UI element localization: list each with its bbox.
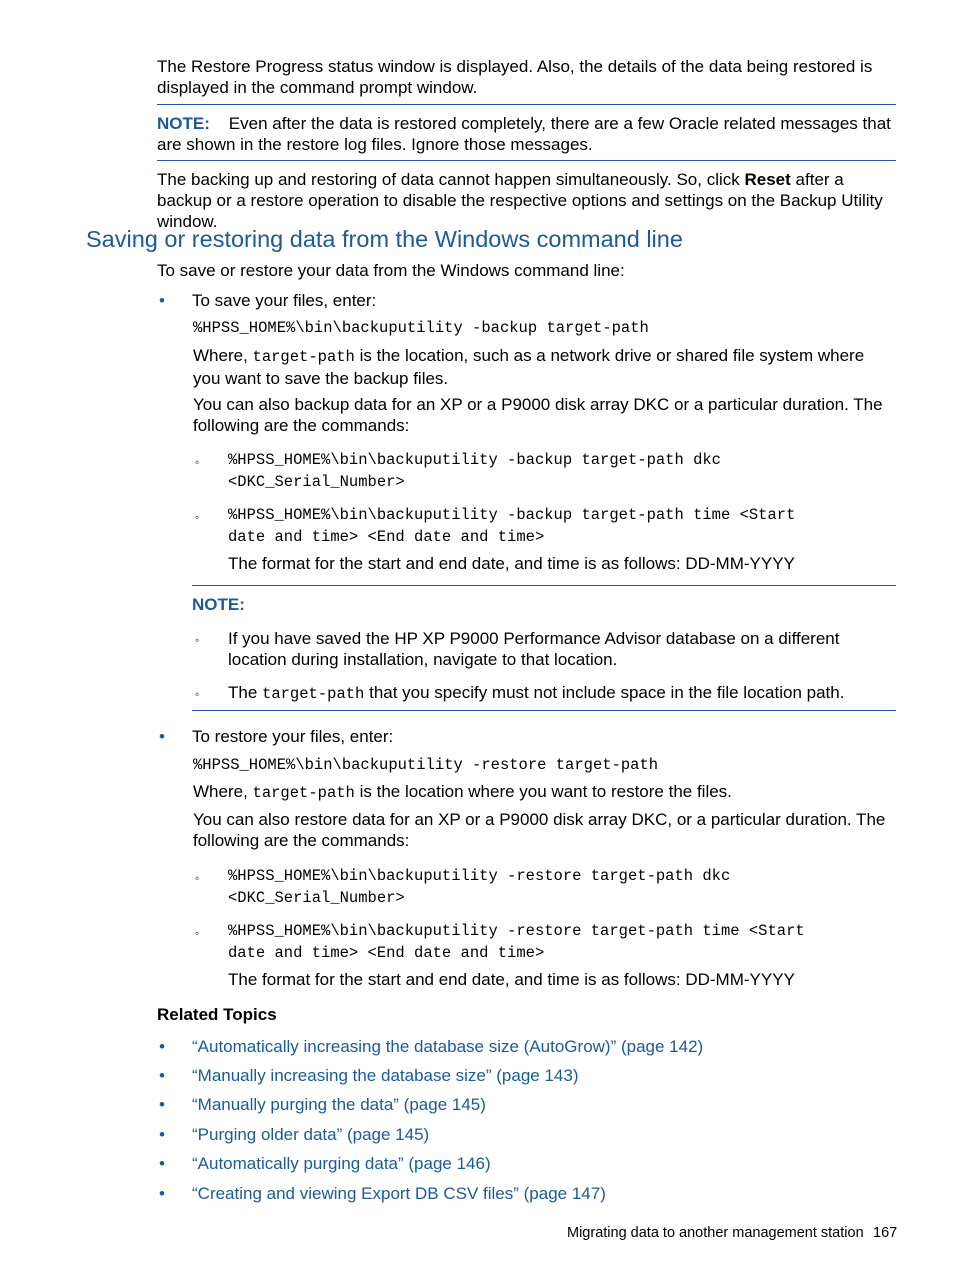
save-cmd2-line2: date and time> <End date and time> [228, 528, 545, 546]
restore-cmd2-line2: date and time> <End date and time> [228, 944, 545, 962]
save-cmd1-line1: %HPSS_HOME%\bin\backuputility -backup target-path dkc [228, 451, 721, 469]
restore-also-paragraph: You can also restore data for an XP or a P9000 disk array DKC, or a particular duration. The following are the commands: [193, 810, 886, 850]
related-link-purge-older[interactable]: “Purging older data” (page 145) [192, 1125, 430, 1144]
circle-bullet-icon: ◦ [195, 871, 200, 885]
restore-cmd1-line2: <DKC_Serial_Number> [228, 889, 405, 907]
restore-bullet-text: To restore your files, enter: [192, 727, 394, 746]
related-topics-title: Related Topics [157, 1005, 277, 1024]
save-cmd1-line2: <DKC_Serial_Number> [228, 473, 405, 491]
target-path-code: target-path [262, 685, 365, 703]
save-bullet-text: To save your files, enter: [192, 291, 377, 310]
bullet-icon: • [159, 1066, 165, 1085]
footer-page-number: 167 [873, 1225, 898, 1241]
save-command: %HPSS_HOME%\bin\backuputility -backup target-path [193, 319, 649, 337]
note-top-rule [157, 104, 896, 105]
note2-item1: If you have saved the HP XP P9000 Performance Advisor database on a different location during installation, navigate to that location. [228, 629, 840, 669]
related-link-export-csv[interactable]: “Creating and viewing Export DB CSV files” (page 147) [192, 1184, 606, 1203]
save-format-text: The format for the start and end date, and time is as follows: DD-MM-YYYY [228, 554, 795, 573]
note2-item2-b: that you specify must not include space in the file location path. [369, 683, 845, 702]
circle-bullet-icon: ◦ [195, 510, 200, 524]
note2-bottom-rule [192, 710, 896, 711]
simultaneous-paragraph [157, 169, 897, 232]
related-link-manual-purge[interactable]: “Manually purging the data” (page 145) [192, 1095, 486, 1114]
note2-item2 [228, 682, 898, 705]
where-label: Where, [193, 782, 248, 801]
note2-top-rule [192, 585, 896, 586]
bullet-icon: • [159, 1125, 165, 1144]
circle-bullet-icon: ◦ [195, 926, 200, 940]
note-label: NOTE: [157, 114, 210, 133]
bullet-icon: • [159, 1037, 165, 1056]
simultaneous-text-b: after a backup or a restore operation to disable the respective options and settings on the Backup Utility window. [157, 170, 883, 231]
related-link-autogrow[interactable]: “Automatically increasing the database size (AutoGrow)” (page 142) [192, 1037, 704, 1056]
intro-paragraph: The Restore Progress status window is displayed. Also, the details of the data being restored is displayed in the command prompt window. [157, 57, 873, 97]
bullet-icon: • [159, 1095, 165, 1114]
restore-command: %HPSS_HOME%\bin\backuputility -restore target-path [193, 756, 659, 774]
restore-where-paragraph [193, 781, 893, 804]
note2-item2-a: The [228, 683, 258, 702]
restore-format-text: The format for the start and end date, and time is as follows: DD-MM-YYYY [228, 970, 795, 989]
note-bottom-rule [157, 160, 896, 161]
restore-cmd2-line1: %HPSS_HOME%\bin\backuputility -restore target-path time <Start [228, 922, 805, 940]
save-where-paragraph [193, 345, 893, 389]
target-path-code: target-path [252, 784, 355, 802]
related-link-manual-increase[interactable]: “Manually increasing the database size” (page 143) [192, 1066, 579, 1085]
save-cmd2-line1: %HPSS_HOME%\bin\backuputility -backup target-path time <Start [228, 506, 796, 524]
related-link-auto-purge[interactable]: “Automatically purging data” (page 146) [192, 1154, 491, 1173]
note-paragraph [157, 113, 897, 155]
circle-bullet-icon: ◦ [195, 633, 200, 647]
where-label: Where, [193, 346, 248, 365]
save-where-text: is the location, such as a network drive or shared file system where you want to save the backup files. [193, 346, 865, 388]
circle-bullet-icon: ◦ [195, 687, 200, 701]
bullet-icon: • [159, 291, 165, 310]
note2-label: NOTE: [192, 595, 245, 614]
section-lead: To save or restore your data from the Windows command line: [157, 261, 625, 280]
bullet-icon: • [159, 727, 165, 746]
footer-section-title: Migrating data to another management station [567, 1225, 864, 1241]
bullet-icon: • [159, 1154, 165, 1173]
simultaneous-text-a: The backing up and restoring of data cannot happen simultaneously. So, click [157, 170, 740, 189]
circle-bullet-icon: ◦ [195, 455, 200, 469]
section-heading: Saving or restoring data from the Windows command line [86, 226, 683, 252]
restore-where-text: is the location where you want to restore the files. [359, 782, 732, 801]
bullet-icon: • [159, 1184, 165, 1203]
save-also-paragraph: You can also backup data for an XP or a P9000 disk array DKC or a particular duration. The following are the commands: [193, 395, 883, 435]
reset-label: Reset [744, 170, 791, 189]
note-text: Even after the data is restored completely, there are a few Oracle related messages that are shown in the restore log files. Ignore those messages. [157, 114, 891, 154]
target-path-code: target-path [252, 348, 355, 366]
restore-cmd1-line1: %HPSS_HOME%\bin\backuputility -restore target-path dkc [228, 867, 731, 885]
